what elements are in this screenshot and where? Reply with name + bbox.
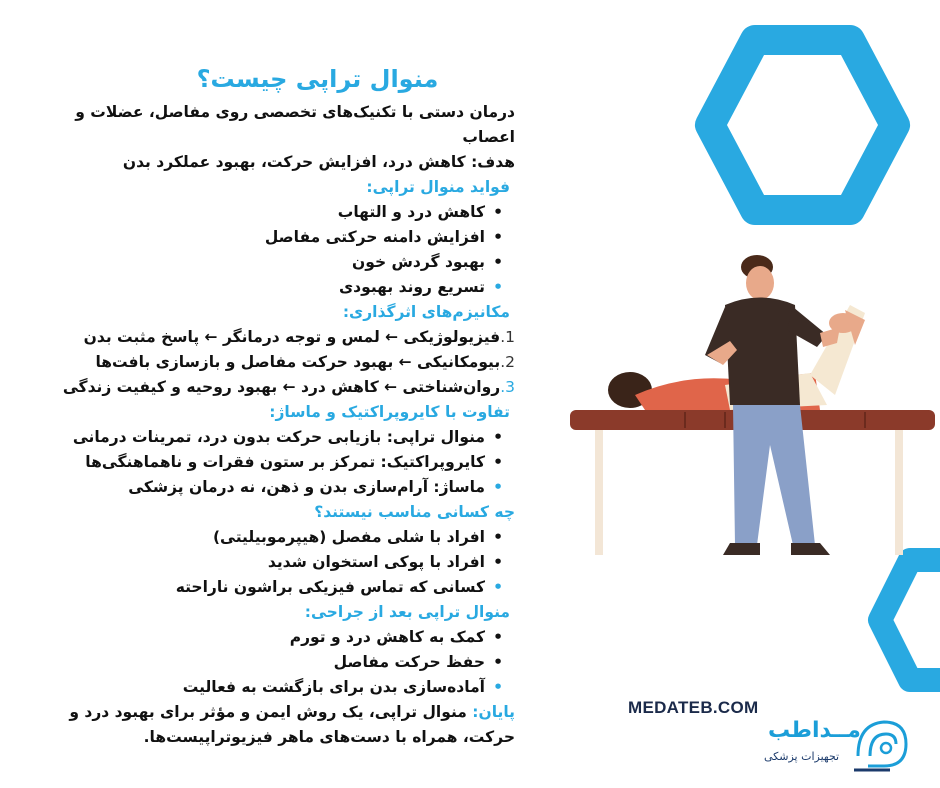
benefits-heading: فواید منوال تراپی: (366, 178, 510, 196)
list-item: • ماساژ: آرام‌سازی بدن و ذهن، نه درمان پزشکی (30, 475, 485, 500)
mechanisms-heading: مکانیزم‌های اثرگذاری: (342, 303, 510, 321)
after-surgery-heading: منوال تراپی بعد از جراحی: (304, 603, 510, 621)
hexagon-top-decoration (655, 0, 940, 250)
list-item: • بهبود گردش خون (30, 250, 485, 275)
list-text: روان‌شناختی ← کاهش درد ← بهبود روحیه و کیفیت زندگی (62, 378, 501, 396)
benefits-list (30, 200, 515, 300)
list-item: • تسریع روند بهبودی (30, 275, 485, 300)
list-text: فیزیولوژیکی ← لمس و توجه درمانگر ← پاسخ مثبت بدن (83, 328, 501, 346)
list-number: 1. (500, 328, 515, 346)
not-suitable-heading: چه کسانی مناسب نیستند؟ (314, 503, 515, 521)
list-item: • کسانی که تماس فیزیکی براشون ناراحته (30, 575, 485, 600)
differences-list (30, 425, 515, 500)
therapy-illustration (565, 245, 940, 570)
list-number: 2. (500, 353, 515, 371)
list-item: • کمک به کاهش درد و تورم (30, 625, 485, 650)
after-surgery-list (30, 625, 515, 700)
logo-subtitle: تجهیزات پزشکی (764, 750, 840, 763)
page-title: منوال تراپی چیست؟ (196, 65, 439, 93)
list-item: • افراد با پوکی استخوان شدید (30, 550, 485, 575)
list-item (30, 375, 515, 400)
conclusion-body: منوال تراپی، یک روش ایمن و مؤثر برای بهبود درد و حرکت، همراه با دست‌های ماهر فیزیوتراپیست‌ها. (69, 703, 515, 746)
list-number: 3. (500, 378, 515, 396)
list-item (30, 350, 515, 375)
intro-text: درمان دستی با تکنیک‌های تخصصی روی مفاصل، عضلات و اعصاب (75, 103, 515, 146)
list-item: • آماده‌سازی بدن برای بازگشت به فعالیت (30, 675, 485, 700)
conclusion-label: پایان: (472, 703, 515, 721)
list-item: • افزایش دامنه حرکتی مفاصل (30, 225, 485, 250)
list-text: بیومکانیکی ← بهبود حرکت مفاصل و بازسازی بافت‌ها (95, 353, 501, 371)
list-item: • حفظ حرکت مفاصل (30, 650, 485, 675)
logo-name: مــداطب (768, 718, 861, 743)
brand-logo (750, 716, 915, 778)
article-text (30, 62, 515, 750)
goal-text: هدف: کاهش درد، افزایش حرکت، بهبود عملکرد بدن (122, 153, 515, 171)
conclusion-text (30, 700, 515, 750)
differences-heading: تفاوت با کایروپراکتیک و ماساژ: (269, 403, 510, 421)
list-item: • کاهش درد و التهاب (30, 200, 485, 225)
list-item: • افراد با شلی مفصل (هیپرموبیلیتی) (30, 525, 485, 550)
list-item (30, 325, 515, 350)
list-item: • کایروپراکتیک: تمرکز بر ستون فقرات و ناهماهنگی‌ها (30, 450, 485, 475)
list-item: • منوال تراپی: بازیابی حرکت بدون درد، تمرینات درمانی (30, 425, 485, 450)
not-suitable-list (30, 525, 515, 600)
site-url: MEDATEB.COM (628, 698, 759, 717)
mechanisms-list (30, 325, 515, 400)
